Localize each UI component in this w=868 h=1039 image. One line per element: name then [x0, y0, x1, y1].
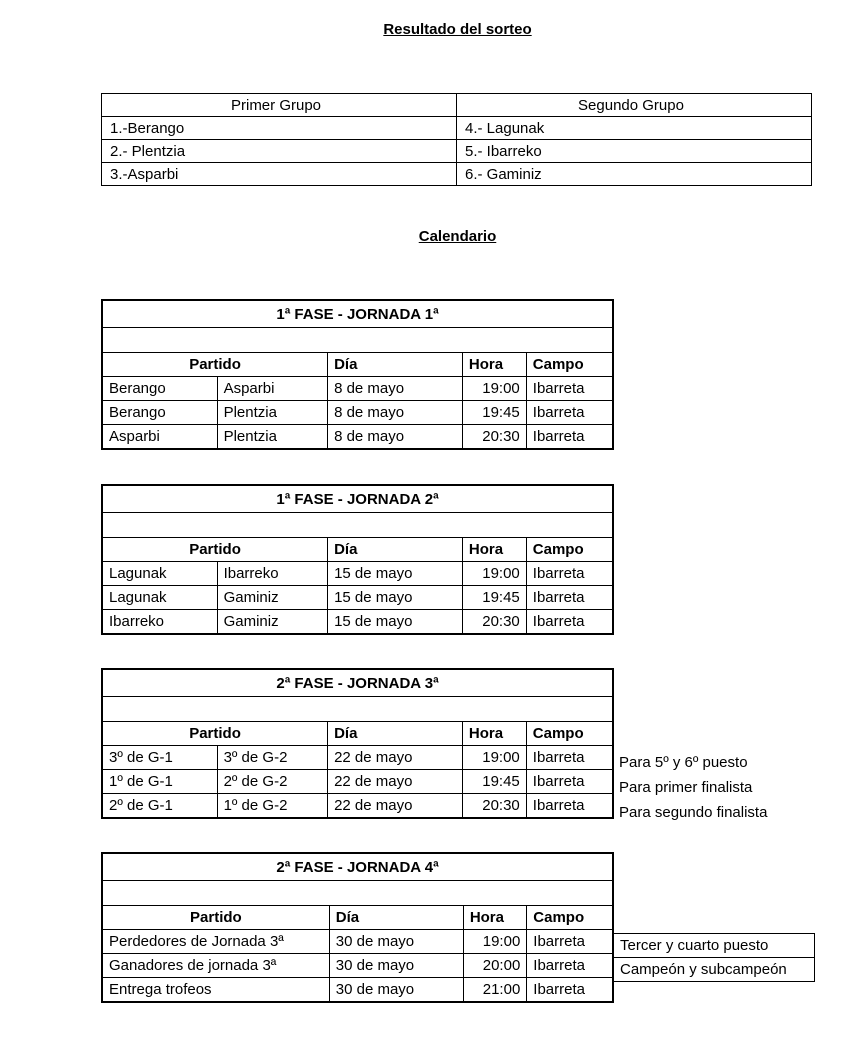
- table-header-row: [102, 353, 613, 377]
- jornada-3-table: [101, 668, 614, 819]
- table-cell: 6.- Gaminiz: [457, 163, 812, 186]
- table-cell: 4.- Lagunak: [457, 117, 812, 140]
- table-cell: 8 de mayo: [328, 377, 463, 401]
- table-cell: Perdedores de Jornada 3ª: [102, 930, 329, 954]
- table-row: [102, 377, 613, 401]
- table-cell: 8 de mayo: [328, 401, 463, 425]
- table-cell: 19:45: [462, 770, 526, 794]
- header-campo: Campo: [526, 722, 613, 746]
- table-cell: 3º de G-1: [102, 746, 217, 770]
- table-cell: Plentzia: [217, 401, 328, 425]
- blank-row: [102, 513, 613, 538]
- table-row: [102, 425, 613, 450]
- table-cell: 22 de mayo: [328, 770, 463, 794]
- note: Tercer y cuarto puesto: [614, 934, 815, 958]
- table-cell: 19:00: [462, 377, 526, 401]
- header-dia: Día: [328, 538, 463, 562]
- table-cell: 22 de mayo: [328, 746, 463, 770]
- table-row: [102, 117, 812, 140]
- header-partido: Partido: [102, 722, 328, 746]
- table-cell: Ibarreta: [526, 610, 613, 635]
- table-cell: Asparbi: [217, 377, 328, 401]
- table-header-row: [102, 94, 812, 117]
- note: Para segundo finalista: [619, 804, 768, 821]
- table-cell: 15 de mayo: [328, 562, 463, 586]
- table-cell: 20:30: [462, 610, 526, 635]
- table-cell: 3º de G-2: [217, 746, 328, 770]
- table-row: [102, 586, 613, 610]
- header-partido: Partido: [102, 538, 328, 562]
- header-partido: Partido: [102, 906, 329, 930]
- header-dia: Día: [328, 722, 463, 746]
- header-campo: Campo: [526, 353, 613, 377]
- sorteo-table: [101, 93, 812, 186]
- header-campo: Campo: [526, 538, 613, 562]
- blank-row: [102, 328, 613, 353]
- table-row: [102, 163, 812, 186]
- note: Para primer finalista: [619, 779, 753, 796]
- header-campo: Campo: [527, 906, 613, 930]
- table-cell: 19:00: [462, 562, 526, 586]
- table-cell: Lagunak: [102, 586, 217, 610]
- header-partido: Partido: [102, 353, 328, 377]
- table-cell: Ibarreta: [527, 978, 613, 1003]
- table-cell: Ibarreta: [526, 586, 613, 610]
- table-cell: 1º de G-2: [217, 794, 328, 819]
- table-cell: Ibarreta: [526, 562, 613, 586]
- blank-row: [102, 697, 613, 722]
- table-cell: 2.- Plentzia: [102, 140, 457, 163]
- fase-title: 1ª FASE - JORNADA 1ª: [102, 300, 613, 328]
- table-cell: Ibarreko: [102, 610, 217, 635]
- table-cell: 19:45: [462, 586, 526, 610]
- table-cell: Ibarreta: [526, 770, 613, 794]
- note: Para 5º y 6º puesto: [619, 754, 748, 771]
- table-cell: 30 de mayo: [329, 930, 463, 954]
- header-primer-grupo: Primer Grupo: [102, 94, 457, 117]
- table-cell: 19:45: [462, 401, 526, 425]
- note: Campeón y subcampeón: [614, 958, 815, 982]
- table-cell: 15 de mayo: [328, 586, 463, 610]
- jornada-4-table: [101, 852, 614, 1003]
- table-cell: Ibarreta: [526, 377, 613, 401]
- header-hora: Hora: [462, 538, 526, 562]
- table-row: [102, 770, 613, 794]
- table-row: [102, 562, 613, 586]
- table-cell: Ibarreta: [526, 794, 613, 819]
- table-cell: 20:00: [463, 954, 526, 978]
- table-row: [102, 794, 613, 819]
- table-cell: Ibarreta: [526, 746, 613, 770]
- table-cell: Plentzia: [217, 425, 328, 450]
- table-cell: 30 de mayo: [329, 954, 463, 978]
- header-dia: Día: [329, 906, 463, 930]
- table-cell: 1º de G-1: [102, 770, 217, 794]
- table-cell: Ibarreta: [526, 425, 613, 450]
- table-row: [102, 978, 613, 1003]
- table-cell: Entrega trofeos: [102, 978, 329, 1003]
- table-row: [102, 930, 613, 954]
- table-cell: 3.-Asparbi: [102, 163, 457, 186]
- jornada-1-table: [101, 299, 614, 450]
- table-cell: 15 de mayo: [328, 610, 463, 635]
- table-cell: Lagunak: [102, 562, 217, 586]
- table-cell: 20:30: [462, 425, 526, 450]
- table-cell: Gaminiz: [217, 586, 328, 610]
- table-cell: 22 de mayo: [328, 794, 463, 819]
- table-cell: 20:30: [462, 794, 526, 819]
- jornada-3-notes: [619, 750, 767, 825]
- header-hora: Hora: [462, 353, 526, 377]
- table-row: [102, 746, 613, 770]
- table-row: [102, 610, 613, 635]
- table-cell: 2º de G-2: [217, 770, 328, 794]
- table-cell: Ibarreta: [527, 954, 613, 978]
- blank-row: [102, 881, 613, 906]
- table-row: [102, 954, 613, 978]
- table-header-row: [102, 538, 613, 562]
- table-row: [102, 140, 812, 163]
- table-row: [102, 401, 613, 425]
- jornada-4-notes: [613, 933, 815, 982]
- table-cell: Asparbi: [102, 425, 217, 450]
- table-cell: Berango: [102, 401, 217, 425]
- header-hora: Hora: [463, 906, 526, 930]
- table-cell: Ibarreta: [527, 930, 613, 954]
- header-segundo-grupo: Segundo Grupo: [457, 94, 812, 117]
- table-cell: 2º de G-1: [102, 794, 217, 819]
- jornada-2-table: [101, 484, 614, 635]
- table-cell: Ganadores de jornada 3ª: [102, 954, 329, 978]
- table-cell: 19:00: [462, 746, 526, 770]
- table-cell: 8 de mayo: [328, 425, 463, 450]
- table-cell: Ibarreko: [217, 562, 328, 586]
- table-header-row: [102, 722, 613, 746]
- header-dia: Día: [328, 353, 463, 377]
- table-cell: 1.-Berango: [102, 117, 457, 140]
- table-cell: 30 de mayo: [329, 978, 463, 1003]
- table-header-row: [102, 906, 613, 930]
- calendario-title: Calendario: [418, 228, 497, 245]
- table-cell: 19:00: [463, 930, 526, 954]
- table-cell: Gaminiz: [217, 610, 328, 635]
- fase-title: 2ª FASE - JORNADA 3ª: [102, 669, 613, 697]
- table-cell: 5.- Ibarreko: [457, 140, 812, 163]
- sorteo-title: Resultado del sorteo: [383, 21, 532, 38]
- table-cell: Berango: [102, 377, 217, 401]
- header-hora: Hora: [462, 722, 526, 746]
- fase-title: 1ª FASE - JORNADA 2ª: [102, 485, 613, 513]
- table-cell: Ibarreta: [526, 401, 613, 425]
- table-cell: 21:00: [463, 978, 526, 1003]
- fase-title: 2ª FASE - JORNADA 4ª: [102, 853, 613, 881]
